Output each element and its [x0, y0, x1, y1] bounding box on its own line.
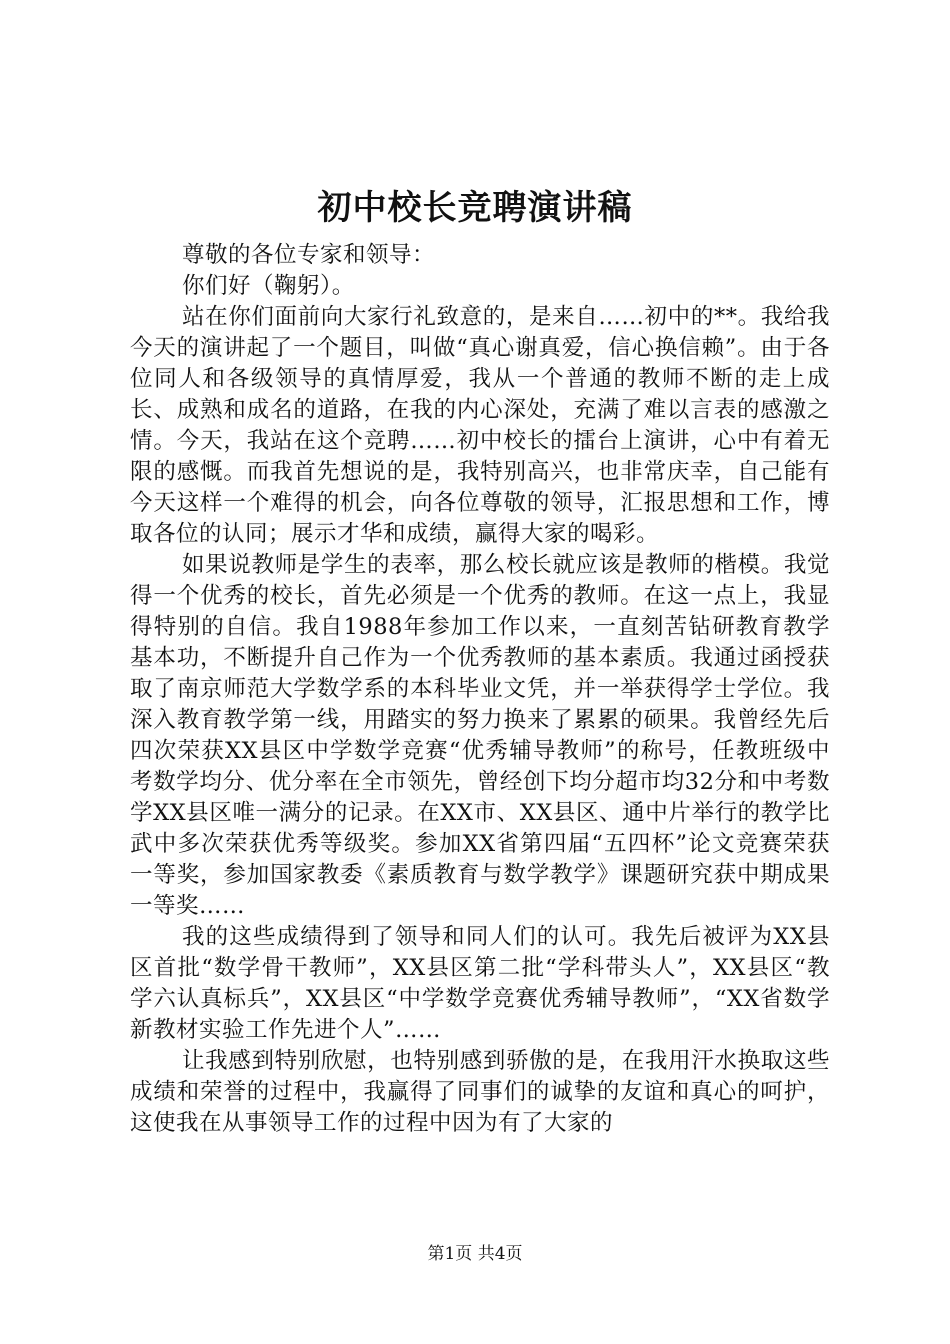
paragraph-gratitude: 让我感到特别欣慰，也特别感到骄傲的是，在我用汗水换取这些成绩和荣誉的过程中，我赢得了同事们的诚挚的友谊和真心的呵护，这使我在从事领导工作的过程中因为有了大家的	[130, 1048, 830, 1136]
paragraph-honors: 我的这些成绩得到了领导和同人们的认可。我先后被评为XX县区首批“数学骨干教师”，XX县区第二批“学科带头人”，XX县区“教学六认真标兵”，XX县区“中学数学竞赛优秀辅导教师”，“XX省数学新教材实验工作先进个人”……	[130, 924, 830, 1043]
paragraph-teacher-role-model: 如果说教师是学生的表率，那么校长就应该是教师的楷模。我觉得一个优秀的校长，首先必须是一个优秀的教师。在这一点上，我显得特别的自信。我自1988年参加工作以来，一直刻苦钻研教育教学基本功，不断提升自己作为一个优秀教师的基本素质。我通过函授获取了南京师范大学数学系的本科毕业文凭，并一举获得学士学位。我深入教育教学第一线，用踏实的努力换来了累累的硕果。我曾经先后四次荣获XX县区中学数学竞赛“优秀辅导教师”的称号，任教班级中考数学均分、优分率在全市领先，曾经创下均分超市均32分和中考数学XX县区唯一满分的记录。在XX市、XX县区、通中片举行的教学比武中多次荣获优秀等级奖。参加XX省第四届“五四杯”论文竞赛荣获一等奖，参加国家教委《素质教育与数学教学》课题研究获中期成果一等奖……	[130, 552, 830, 919]
paragraph-intro: 站在你们面前向大家行礼致意的，是来自……初中的**。我给我今天的演讲起了一个题目，叫做“真心谢真爱，信心换信赖”。由于各位同人和各级领导的真情厚爱，我从一个普通的教师不断的走上成长、成熟和成名的道路，在我的内心深处，充满了难以言表的感激之情。今天，我站在这个竞聘……初中校长的擂台上演讲，心中有着无限的感慨。而我首先想说的是，我特别高兴，也非常庆幸，自己能有今天这样一个难得的机会，向各位尊敬的领导，汇报思想和工作，博取各位的认同；展示才华和成绩，赢得大家的喝彩。	[130, 304, 830, 547]
document-body	[130, 240, 830, 1139]
page-footer: 第1页 共4页	[427, 1244, 523, 1264]
document-title: 初中校长竞聘演讲稿	[317, 188, 633, 228]
salutation: 尊敬的各位专家和领导：	[182, 242, 436, 268]
greeting: 你们好（鞠躬）。	[182, 273, 355, 299]
